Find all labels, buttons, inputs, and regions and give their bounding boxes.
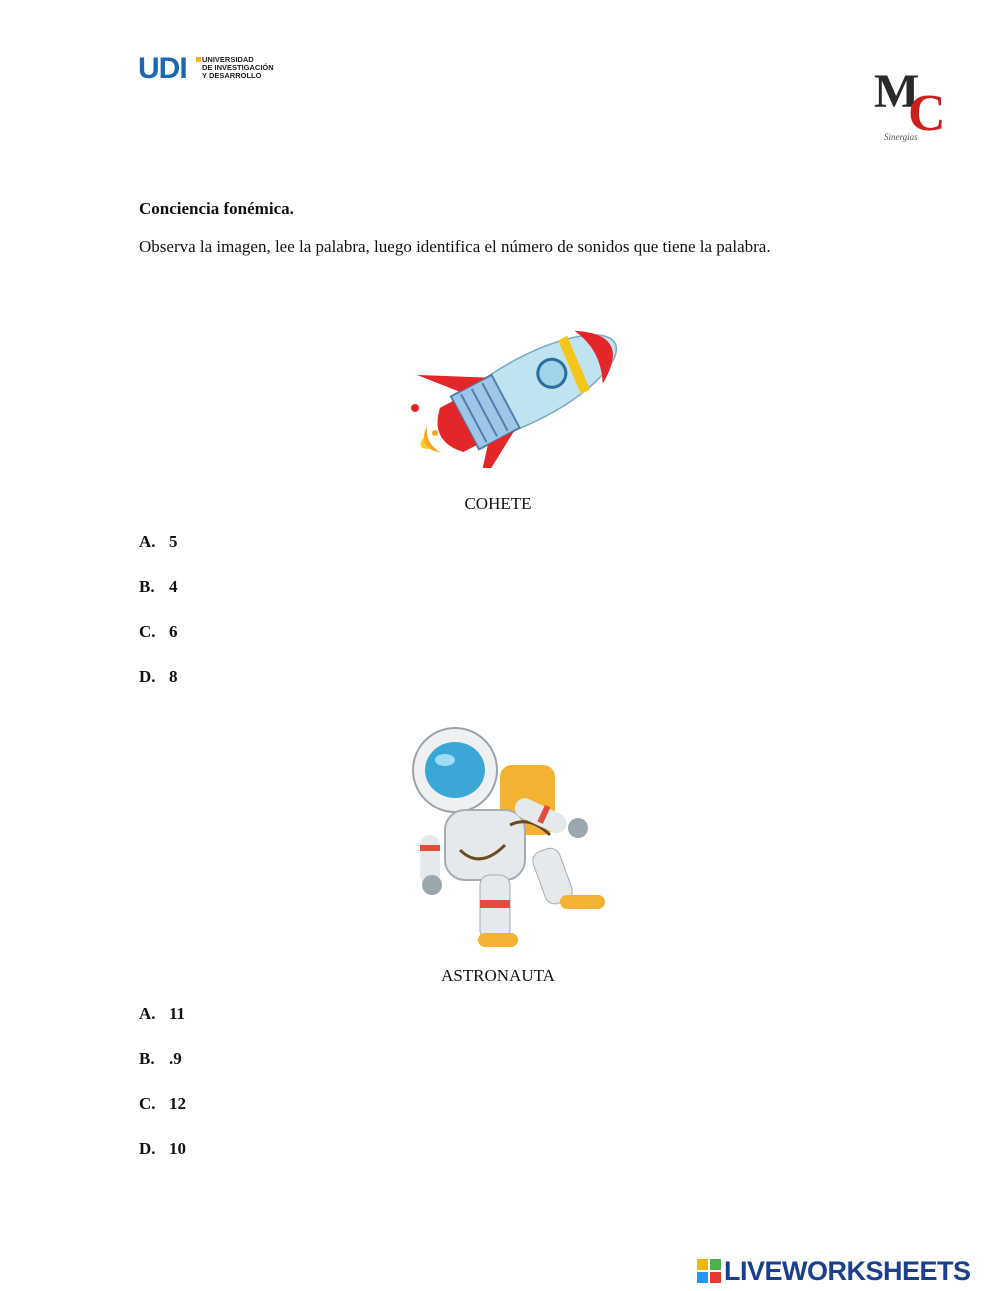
udi-line-3: Y DESARROLLO: [202, 71, 262, 80]
instructions-text: Observa la imagen, lee la palabra, luego identifica el número de sonidos que tiene la palabra.: [139, 237, 771, 256]
option-d[interactable]: [139, 667, 178, 687]
udi-line-2: DE INVESTIGACIÓN: [202, 63, 274, 72]
mc-logo: [872, 66, 956, 146]
liveworksheets-footer: [697, 1255, 997, 1287]
option-letter: C.: [139, 1094, 156, 1113]
option-value: 10: [169, 1139, 186, 1158]
option-value: 5: [169, 532, 178, 551]
udi-logo: [138, 54, 288, 88]
option-letter: D.: [139, 1139, 156, 1158]
option-value: 11: [169, 1004, 186, 1023]
udi-logo-mark: UDI: [138, 52, 187, 85]
option-letter: A.: [139, 532, 156, 551]
option-letter: A.: [139, 1004, 156, 1023]
option-value: 8: [169, 667, 178, 686]
mc-logo-c: C: [908, 85, 946, 142]
option-letter: C.: [139, 622, 156, 641]
option-letter: B.: [139, 577, 155, 596]
option-letter: D.: [139, 667, 156, 686]
option-d[interactable]: [139, 1139, 186, 1159]
liveworksheets-icon: [697, 1259, 721, 1283]
mc-logo-subtitle: Sinergias: [884, 132, 918, 142]
option-value: 6: [169, 622, 178, 641]
option-c[interactable]: [139, 1094, 186, 1114]
option-a[interactable]: [139, 532, 178, 552]
rocket-illustration: [395, 308, 645, 468]
udi-logo-dot: [196, 57, 201, 62]
option-b[interactable]: [139, 577, 178, 597]
word-astronauta: ASTRONAUTA: [441, 966, 555, 985]
option-value: .9: [169, 1049, 182, 1068]
liveworksheets-brand: LIVEWORKSHEETS: [724, 1256, 971, 1286]
section-heading: Conciencia fonémica.: [139, 199, 294, 218]
word-cohete: COHETE: [464, 494, 532, 513]
udi-line-1: UNIVERSIDAD: [202, 55, 254, 64]
option-b[interactable]: [139, 1049, 182, 1069]
udi-logo-text: [202, 56, 274, 80]
mc-logo-m: M: [874, 65, 920, 118]
option-letter: B.: [139, 1049, 155, 1068]
option-value: 4: [169, 577, 178, 596]
option-c[interactable]: [139, 622, 178, 642]
astronaut-illustration: [400, 725, 620, 955]
option-a[interactable]: [139, 1004, 185, 1024]
option-value: 12: [169, 1094, 186, 1113]
